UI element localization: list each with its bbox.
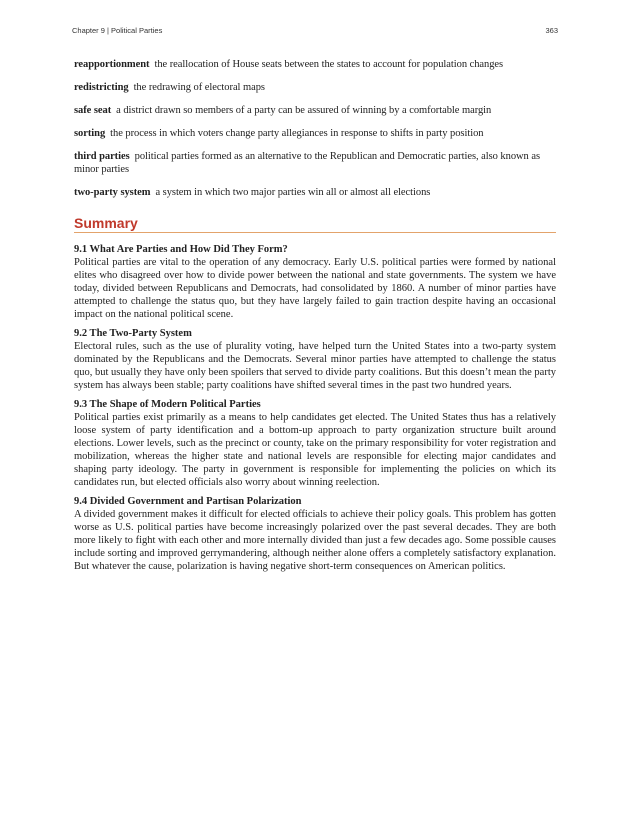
summary-section <box>74 327 556 392</box>
summary-section <box>74 398 556 489</box>
page-number: 363 <box>545 26 558 35</box>
section-body: Electoral rules, such as the use of plurality voting, have helped turn the United States into a two-party system dominated by the Republicans and the Democrats. Several minor parties have attempted to challenge the status quo, but usually they have only been spoilers that served to divide party coalitions. But this doesn’t mean the party system has always been stable; party coalitions have shifted several times in the past two hundred years. <box>74 341 556 391</box>
section-title: 9.4 Divided Government and Partisan Polarization <box>74 496 302 507</box>
glossary <box>74 58 556 199</box>
term-word: safe seat <box>74 105 112 116</box>
term-definition: a district drawn so members of a party can be assured of winning by a comfortable margin <box>116 105 492 116</box>
chapter-label: Chapter 9 | Political Parties <box>72 26 163 35</box>
glossary-term <box>74 150 556 176</box>
term-word: redistricting <box>74 82 129 93</box>
glossary-term <box>74 58 556 71</box>
section-title: 9.1 What Are Parties and How Did They Form? <box>74 244 288 255</box>
term-word: reapportionment <box>74 59 150 70</box>
term-word: third parties <box>74 151 130 162</box>
section-body: A divided government makes it difficult for elected officials to achieve their policy goals. This problem has gotten worse as U.S. political parties have become increasingly polarized over the past several decades. They are both more likely to fight with each other and more internally divided than just a few decades ago. Some possible causes include sorting and improved gerrymandering, although neither alone offers a completely satisfactory explanation. But whatever the cause, polarization is having negative short-term consequences on American politics. <box>74 509 556 572</box>
term-definition: the process in which voters change party allegiances in response to shifts in party position <box>110 128 484 139</box>
section-title: 9.3 The Shape of Modern Political Parties <box>74 399 261 410</box>
term-definition: political parties formed as an alternative to the Republican and Democratic parties, also known as minor parties <box>74 151 540 175</box>
glossary-term <box>74 104 556 117</box>
term-definition: the reallocation of House seats between the states to account for population changes <box>154 59 504 70</box>
term-definition: the redrawing of electoral maps <box>133 82 265 93</box>
term-definition: a system in which two major parties win all or almost all elections <box>155 187 431 198</box>
glossary-term <box>74 127 556 140</box>
term-word: sorting <box>74 128 106 139</box>
page-content <box>74 58 556 579</box>
term-word: two-party system <box>74 187 151 198</box>
summary-section <box>74 243 556 321</box>
summary-heading: Summary <box>74 215 556 233</box>
glossary-term <box>74 81 556 94</box>
section-body: Political parties exist primarily as a means to help candidates get elected. The United States thus has a relatively loose system of party identification and a bottom-up approach to party organization structure built around elections. Lower levels, such as the precinct or county, take on the primary responsibility for voter registration and mobilization, whereas the higher state and national levels are responsible for electing major candidates and shaping party ideology. The party in government is responsible for implementing the policies on which its candidates run, but elected officials also worry about winning reelection. <box>74 412 556 488</box>
glossary-term <box>74 186 556 199</box>
summary-section <box>74 495 556 573</box>
section-title: 9.2 The Two-Party System <box>74 328 192 339</box>
section-body: Political parties are vital to the operation of any democracy. Early U.S. political parties were formed by national elites who disagreed over how to divide power between the national and state governments. The system we have today, divided between Republicans and Democrats, had consolidated by 1860. A number of minor parties have attempted to challenge the status quo, but they have largely failed to gain traction despite having an occasional impact on the national political scene. <box>74 257 556 320</box>
